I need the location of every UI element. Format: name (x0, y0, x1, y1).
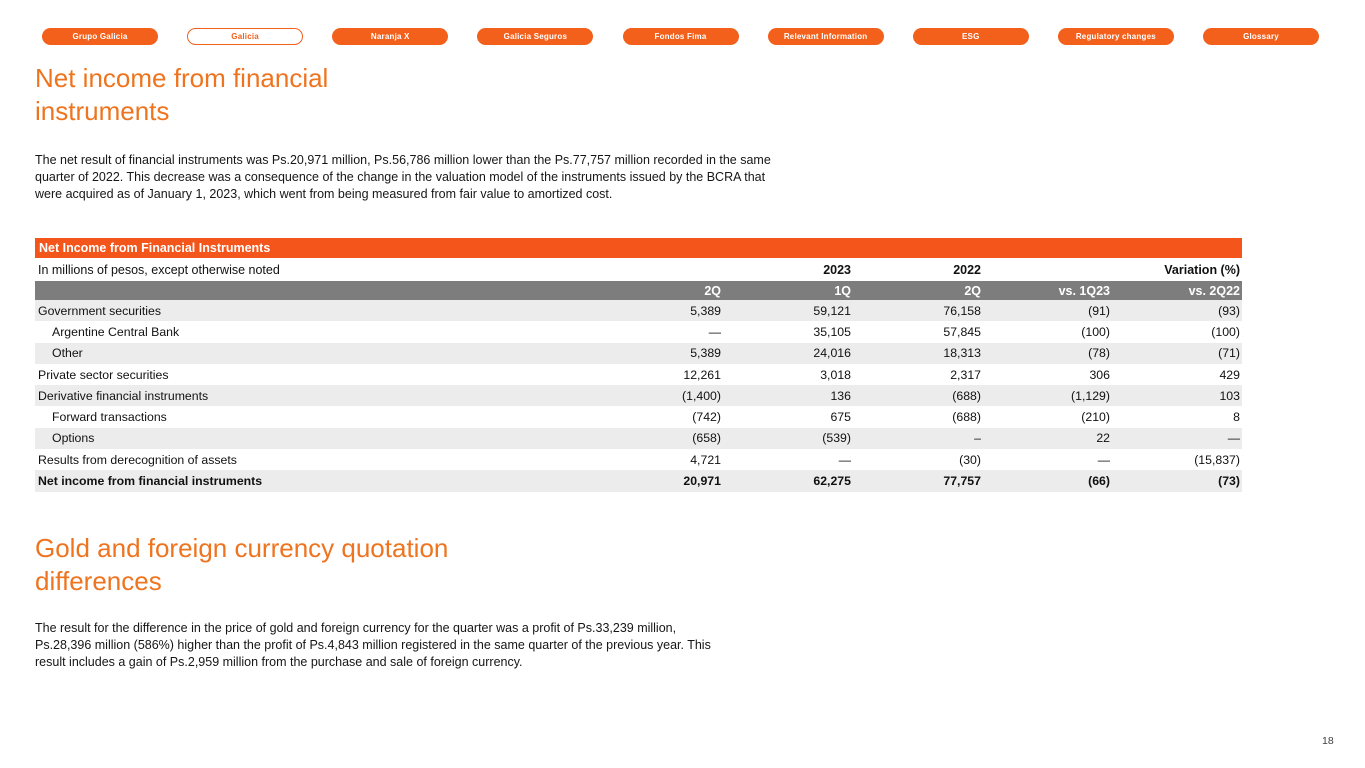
page-number: 18 (1322, 735, 1334, 747)
row-label: Government securities (38, 303, 162, 318)
nav-pill-galicia[interactable]: Galicia (187, 28, 303, 45)
cell-value: 675 (830, 410, 851, 425)
nav-pill-grupo-galicia[interactable]: Grupo Galicia (42, 28, 158, 45)
cell-value: (100) (1081, 324, 1110, 339)
year-header-2023: 2023 (823, 262, 851, 277)
column-header-2q-2: 2Q (964, 283, 981, 298)
cell-value: 20,971 (683, 474, 721, 489)
cell-value: (73) (1218, 474, 1240, 489)
cell-value: (742) (692, 410, 721, 425)
cell-value: 12,261 (683, 367, 721, 382)
row-label: Argentine Central Bank (52, 324, 180, 339)
nav-pill-relevant-information[interactable]: Relevant Information (768, 28, 884, 45)
cell-value: 62,275 (813, 474, 851, 489)
row-label: Private sector securities (38, 367, 169, 382)
nav-pill-regulatory-changes[interactable]: Regulatory changes (1058, 28, 1174, 45)
cell-value: 24,016 (813, 346, 851, 361)
table-row-forward-transactions (35, 406, 1242, 427)
nav-pill-fondos-fima[interactable]: Fondos Fima (623, 28, 739, 45)
cell-value: (688) (952, 410, 981, 425)
cell-value: 3,018 (820, 367, 851, 382)
cell-value: 306 (1089, 367, 1110, 382)
cell-value: (658) (692, 431, 721, 446)
cell-value: – (974, 431, 981, 446)
nav-pill-naranja-x[interactable]: Naranja X (332, 28, 448, 45)
cell-value: (1,129) (1071, 388, 1110, 403)
cell-value: 77,757 (943, 474, 981, 489)
table-subheader-row (35, 258, 1242, 281)
row-label: Net income from financial instruments (38, 474, 263, 489)
column-header-1q-1: 1Q (834, 283, 851, 298)
table-row-derivative-financial-instruments (35, 385, 1242, 406)
cell-value: 2,317 (950, 367, 981, 382)
net-income-table (35, 238, 1242, 492)
table-row-other (35, 343, 1242, 364)
table-title: Net Income from Financial Instruments (39, 241, 271, 255)
table-row-government-securities (35, 300, 1242, 321)
row-label: Forward transactions (52, 410, 167, 425)
section-title-net-income: Net income from financial instruments (35, 63, 329, 126)
row-label: Derivative financial instruments (38, 388, 209, 403)
cell-value: 18,313 (943, 346, 981, 361)
cell-value: (539) (822, 431, 851, 446)
column-header-vs-2q22-4: vs. 2Q22 (1188, 283, 1240, 298)
cell-value: (30) (959, 452, 981, 467)
cell-value: 103 (1219, 388, 1240, 403)
top-navigation (42, 28, 1319, 45)
cell-value: — (1227, 431, 1240, 446)
column-header-vs-1q23-3: vs. 1Q23 (1058, 283, 1110, 298)
cell-value: — (838, 452, 851, 467)
section-title-gold-fx: Gold and foreign currency quotation differences (35, 533, 449, 596)
table-row-results-from-derecognition-of-assets (35, 449, 1242, 470)
cell-value: (78) (1088, 346, 1110, 361)
cell-value: (91) (1088, 303, 1110, 318)
cell-value: 136 (830, 388, 851, 403)
cell-value: 59,121 (813, 303, 851, 318)
cell-value: 35,105 (813, 324, 851, 339)
cell-value: 57,845 (943, 324, 981, 339)
nav-pill-galicia-seguros[interactable]: Galicia Seguros (477, 28, 593, 45)
cell-value: 22 (1096, 431, 1110, 446)
variation-header: Variation (%) (1164, 262, 1240, 277)
cell-value: — (1097, 452, 1110, 467)
table-title-bar (35, 238, 1242, 258)
cell-value: 429 (1219, 367, 1240, 382)
cell-value: (71) (1218, 346, 1240, 361)
column-header-2q-0: 2Q (704, 283, 721, 298)
nav-pill-glossary[interactable]: Glossary (1203, 28, 1319, 45)
table-body (35, 300, 1242, 492)
section-paragraph-gold-fx: The result for the difference in the price of gold and foreign currency for the quarter was a profit of Ps.33,239 million, Ps.28,396 million (586%) higher than the profit of Ps.4,843 million registered in the same quarter of the previous year. This result includes a gain of Ps.2,959 million from the purchase and sale of foreign currency. (35, 621, 711, 669)
cell-value: 5,389 (690, 346, 721, 361)
table-column-header-row (35, 281, 1242, 300)
cell-value: (66) (1088, 474, 1110, 489)
table-subtitle: In millions of pesos, except otherwise noted (38, 262, 280, 277)
section-paragraph-net-income: The net result of financial instruments was Ps.20,971 million, Ps.56,786 million lower than the Ps.77,757 million recorded in the same quarter of 2022. This decrease was a consequence of the change in the valuation model of the instruments issued by the BCRA that were acquired as of January 1, 2023, which went from being measured from fair value to amortized cost. (35, 153, 771, 201)
table-row-private-sector-securities (35, 364, 1242, 385)
row-label: Results from derecognition of assets (38, 452, 237, 467)
cell-value: (100) (1211, 324, 1240, 339)
table-row-argentine-central-bank (35, 321, 1242, 342)
table-row-options (35, 428, 1242, 449)
cell-value: (688) (952, 388, 981, 403)
cell-value: — (708, 324, 721, 339)
nav-pill-esg[interactable]: ESG (913, 28, 1029, 45)
cell-value: 8 (1233, 410, 1240, 425)
row-label: Options (52, 431, 95, 446)
cell-value: (15,837) (1194, 452, 1240, 467)
year-header-2022: 2022 (953, 262, 981, 277)
row-label: Other (52, 346, 83, 361)
cell-value: 4,721 (690, 452, 721, 467)
cell-value: 5,389 (690, 303, 721, 318)
cell-value: (93) (1218, 303, 1240, 318)
cell-value: (210) (1081, 410, 1110, 425)
cell-value: (1,400) (682, 388, 721, 403)
table-row-net-income-from-financial-instruments (35, 470, 1242, 491)
cell-value: 76,158 (943, 303, 981, 318)
